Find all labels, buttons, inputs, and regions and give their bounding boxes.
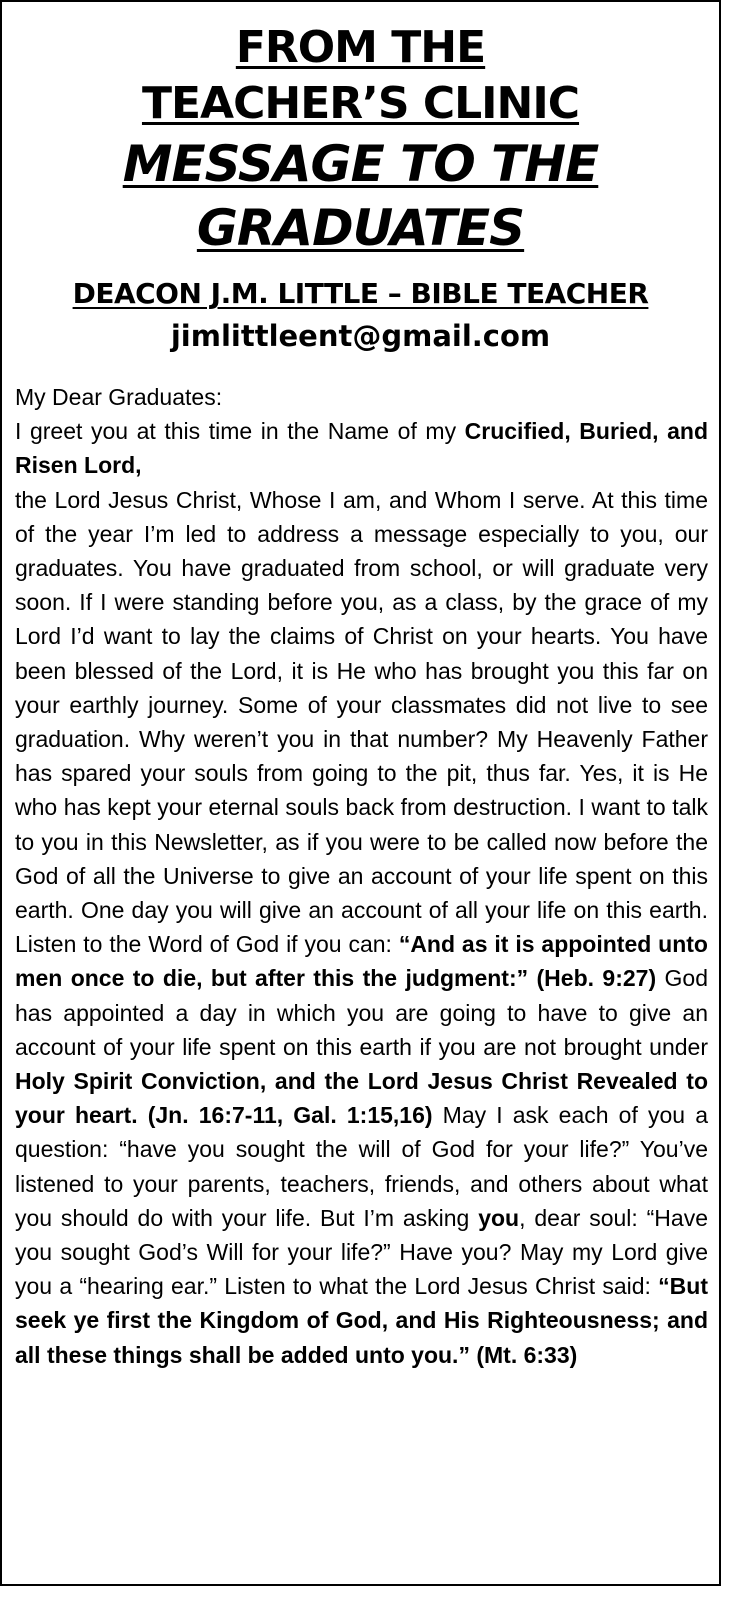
title-line-2: TEACHER’S CLINIC	[141, 78, 580, 129]
salutation: My Dear Graduates:	[15, 384, 223, 410]
article-body	[2, 380, 719, 1372]
author-email: jimlittleent@gmail.com	[170, 319, 551, 353]
paragraph-main	[15, 483, 708, 1372]
main-text-4: , dear soul: “Have you sought God’s Will for your life?” Have you? May my Lord give you a “hearing ear.” Listen to what the Lord Jesus Christ said:	[15, 1204, 709, 1300]
main-text-3: May I ask each of you a question: “have you sought the will of God for your life?” You’ve listened to your parents, teachers, friends, and others about what you should do with your life. But I’m asking	[15, 1102, 708, 1231]
title-line-1: FROM THE	[235, 22, 486, 73]
author-byline: DEACON J.M. LITTLE – BIBLE TEACHER	[72, 277, 649, 310]
greeting-bold: Crucified, Buried, and Risen Lord,	[15, 418, 708, 479]
greeting-text: I greet you at this time in the Name of my	[15, 418, 465, 445]
main-text-2: God has appointed a day in which you are going to have to give an account of your life spent on this earth if you are not brought under	[15, 965, 708, 1060]
paragraph-greeting	[15, 414, 708, 482]
scripture-jn-16: Holy Spirit Conviction, and the Lord Jesus Christ Revealed to your heart. (Jn. 16:7-11, Gal. 1:15,16)	[15, 1068, 708, 1129]
article-header	[2, 2, 719, 356]
scripture-mt-6-33: “But seek ye first the Kingdom of God, and His Righteousness; and all these things shall be added unto you.” (Mt. 6:33)	[15, 1273, 708, 1368]
scripture-heb-9-27: “And as it is appointed unto men once to die, but after this the judgment:” (Heb. 9:27)	[15, 931, 708, 992]
emphasis-you: you	[478, 1204, 520, 1231]
main-text-1: the Lord Jesus Christ, Whose I am, and Whom I serve. At this time of the year I’m led to address a message especially to you, our graduates. You have graduated from school, or will graduate very soon. If I were standing before you, as a class, by the grace of my Lord I’d want to lay the claims of Christ on your hearts. You have been blessed of the Lord, it is He who has brought you this far on your earthly journey. Some of your classmates did not live to see graduation. Why weren’t you in that number? My Heavenly Father has spared your souls from going to the pit, thus far. Yes, it is He who has kept your eternal souls back from destruction. I want to talk to you in this Newsletter, as if you were to be called now before the God of all the Universe to give an account of your life spent on this earth. One day you will give an account of all your life on this earth. Listen to the Word of God if you can:	[15, 486, 708, 958]
title-line-3: MESSAGE TO THE	[122, 135, 599, 193]
title-line-4: GRADUATES	[196, 199, 525, 257]
